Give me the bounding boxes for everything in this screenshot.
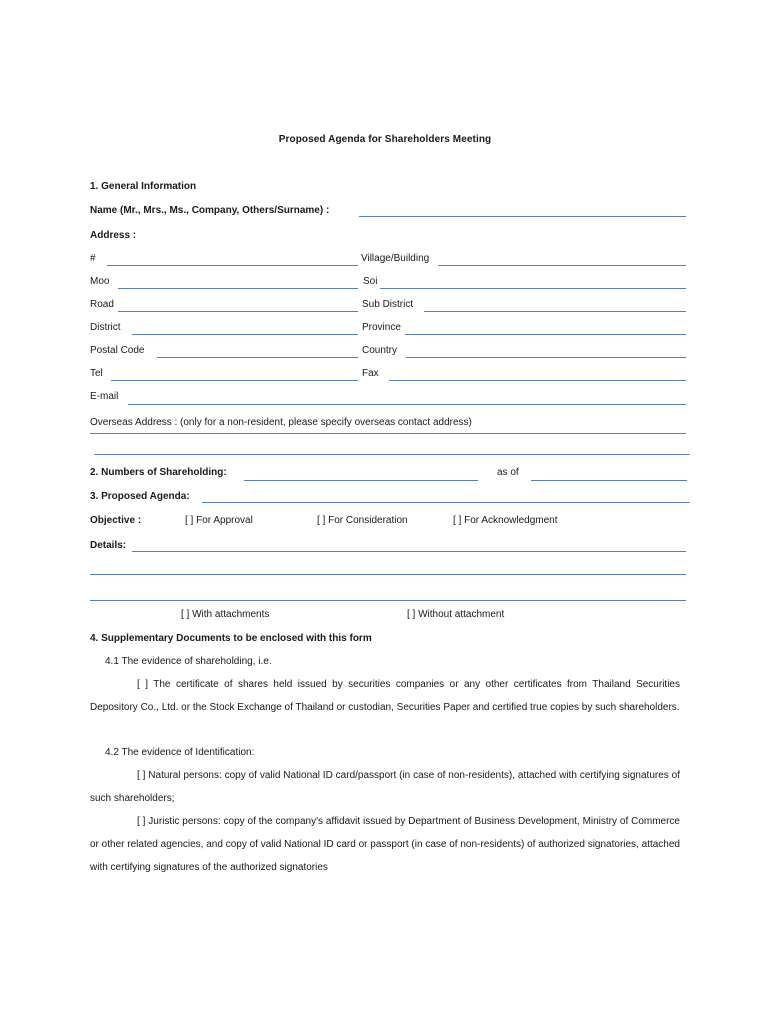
proposed-agenda-field[interactable] — [202, 502, 690, 503]
with-attachments-option[interactable]: [ ] With attachments — [181, 609, 270, 620]
as-of-field[interactable] — [531, 480, 687, 481]
tel-field[interactable] — [111, 380, 358, 381]
overseas-address-label: Overseas Address : (only for a non-resident, please specify overseas contact address) — [90, 417, 472, 428]
country-label: Country — [362, 345, 398, 356]
email-label: E-mail — [90, 391, 119, 402]
district-label: District — [90, 322, 121, 333]
section-4-heading: 4. Supplementary Documents to be enclosed with this form — [90, 633, 372, 644]
village-label: Village/Building — [361, 253, 430, 264]
objective-label: Objective : — [90, 515, 142, 526]
details-label: Details: — [90, 540, 127, 551]
section-1-heading: 1. General Information — [90, 181, 197, 192]
details-field-1[interactable] — [132, 551, 686, 552]
postal-code-field[interactable] — [157, 357, 358, 358]
page-title: Proposed Agenda for Shareholders Meeting — [278, 134, 492, 145]
overseas-address-field-2[interactable] — [94, 454, 690, 455]
email-field[interactable] — [128, 404, 686, 405]
subsection-4-2-heading: 4.2 The evidence of Identification: — [105, 747, 255, 758]
tel-label: Tel — [90, 368, 103, 379]
postal-code-label: Postal Code — [90, 345, 145, 356]
juristic-persons-text: [ ] Juristic persons: copy of the company's affidavit issued by Department of Business Development, Ministry of Commerce or other related agencies, and copy of valid National ID card or passport (in case of non-residents) of authorized signatories, attached with certifying signatures of the authorized signatories — [90, 816, 680, 873]
number-field[interactable] — [107, 265, 358, 266]
option-acknowledgment[interactable]: [ ] For Acknowledgment — [453, 515, 558, 526]
without-attachment-option[interactable]: [ ] Without attachment — [407, 609, 505, 620]
shareholding-evidence-text: [ ] The certificate of shares held issued by securities companies or any other certificates from Thailand Securities Depository Co., Ltd. or the Stock Exchange of Thailand or custodian, Securities Paper and certified true copies by such shareholders. — [90, 679, 680, 713]
moo-field[interactable] — [118, 288, 358, 289]
road-field[interactable] — [118, 311, 358, 312]
number-label: # — [90, 253, 96, 264]
details-field-3[interactable] — [90, 600, 686, 601]
province-field[interactable] — [405, 334, 686, 335]
sub-district-label: Sub District — [362, 299, 414, 310]
village-field[interactable] — [438, 265, 686, 266]
natural-persons-text: [ ] Natural persons: copy of valid National ID card/passport (in case of non-residents), attached with certifying signatures of such shareholders; — [90, 770, 680, 804]
overseas-address-field-1[interactable] — [90, 433, 686, 434]
country-field[interactable] — [406, 357, 686, 358]
shareholding-field[interactable] — [244, 480, 478, 481]
soi-label: Soi — [363, 276, 378, 287]
road-label: Road — [90, 299, 114, 310]
fax-label: Fax — [362, 368, 379, 379]
option-approval[interactable]: [ ] For Approval — [185, 515, 253, 526]
name-field[interactable] — [359, 216, 686, 217]
soi-field[interactable] — [380, 288, 686, 289]
province-label: Province — [362, 322, 401, 333]
as-of-label: as of — [497, 467, 519, 478]
district-field[interactable] — [132, 334, 358, 335]
section-3-heading: 3. Proposed Agenda: — [90, 491, 190, 502]
moo-label: Moo — [90, 276, 110, 287]
sub-district-field[interactable] — [424, 311, 686, 312]
section-2-heading: 2. Numbers of Shareholding: — [90, 467, 227, 478]
option-consideration[interactable]: [ ] For Consideration — [317, 515, 408, 526]
subsection-4-1-heading: 4.1 The evidence of shareholding, i.e. — [105, 656, 272, 667]
fax-field[interactable] — [389, 380, 686, 381]
address-label: Address : — [90, 230, 137, 241]
name-label: Name (Mr., Mrs., Ms., Company, Others/Surname) : — [90, 205, 330, 216]
details-field-2[interactable] — [90, 574, 686, 575]
